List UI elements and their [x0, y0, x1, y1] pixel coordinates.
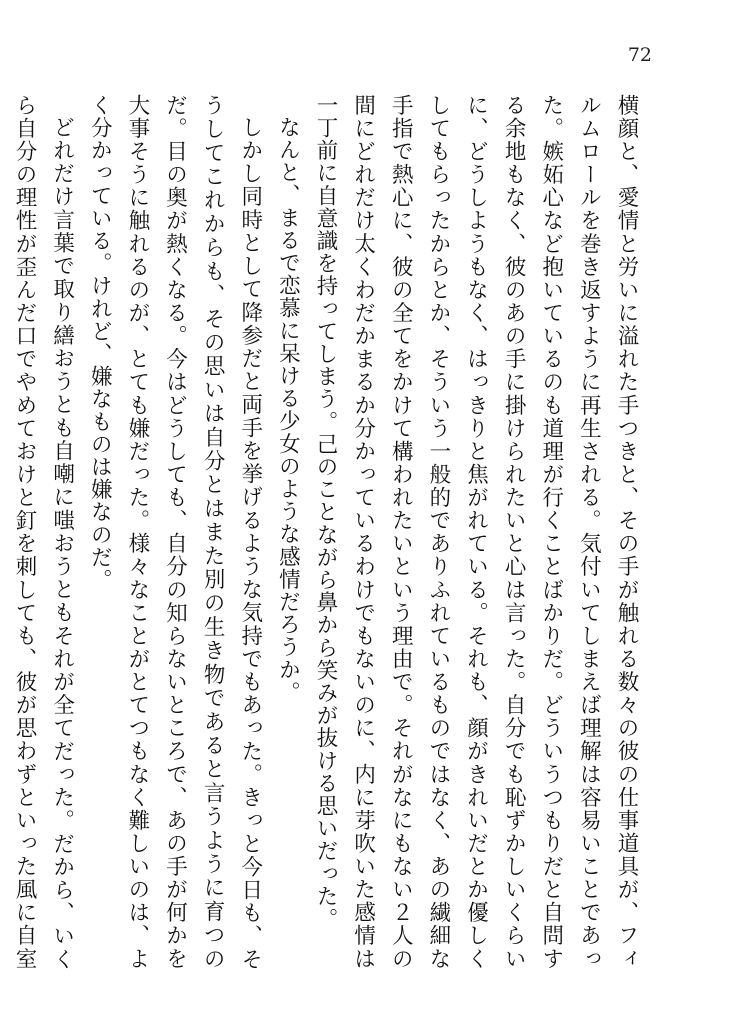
body-text	[12, 94, 645, 970]
paragraph-2: なんと、まるで恋慕に呆ける少女のような感情だろうか。	[275, 115, 301, 704]
paragraph-3: しかし同時として降参だと両手を挙げるような気持でもあった。きっと今日も、そうしてこれからも、その思いは自分とはまた別の生き物であると言うように育つのだ。目の奥が熱くなる。今はどうしても、自分の知らないところで、あの手が何かを大事そうに触れるのが、とても嫌だった。様々なことがとてつもなく難しいのは、よく分かっている。けれど、嫌なものは嫌なのだ。	[87, 94, 263, 970]
paragraph-1: 横顔と、愛情と労いに溢れた手つきと、その手が触れる数々の彼の仕事道具が、フィルムロールを巻き返すように再生される。気付いてしまえば理解は容易いことであった。嫉妬心など抱いているのも道理が行くことばかりだ。どういうつもりだと自問する余地もなく、彼のあの手に掛けられたいと心は言った。自分でも恥ずかしいくらいに、どうしようもなく、はっきりと焦がれている。それも、顔がきれいだとか優しくしてもらったからとか、そういう一般的でありふれているものではなく、あの繊細な手指で熱心に、彼の全てをかけて構われたいという理由で。それがなにもない２人の間にどれだけ太くわだかまるか分かっているわけでもないのに、内に芽吹いた感情は一丁前に自意識を持ってしまう。己のことながら鼻から笑みが抜ける思いだった。	[313, 94, 639, 970]
page-number: 72	[627, 44, 652, 66]
paragraph-4: どれだけ言葉で取り繕おうとも自嘲に嗤おうともそれが全てだった。だから、いくら自分の理性が歪んだ口でやめておけと釘を刺しても、彼が思わずといった風に自室	[12, 94, 75, 970]
